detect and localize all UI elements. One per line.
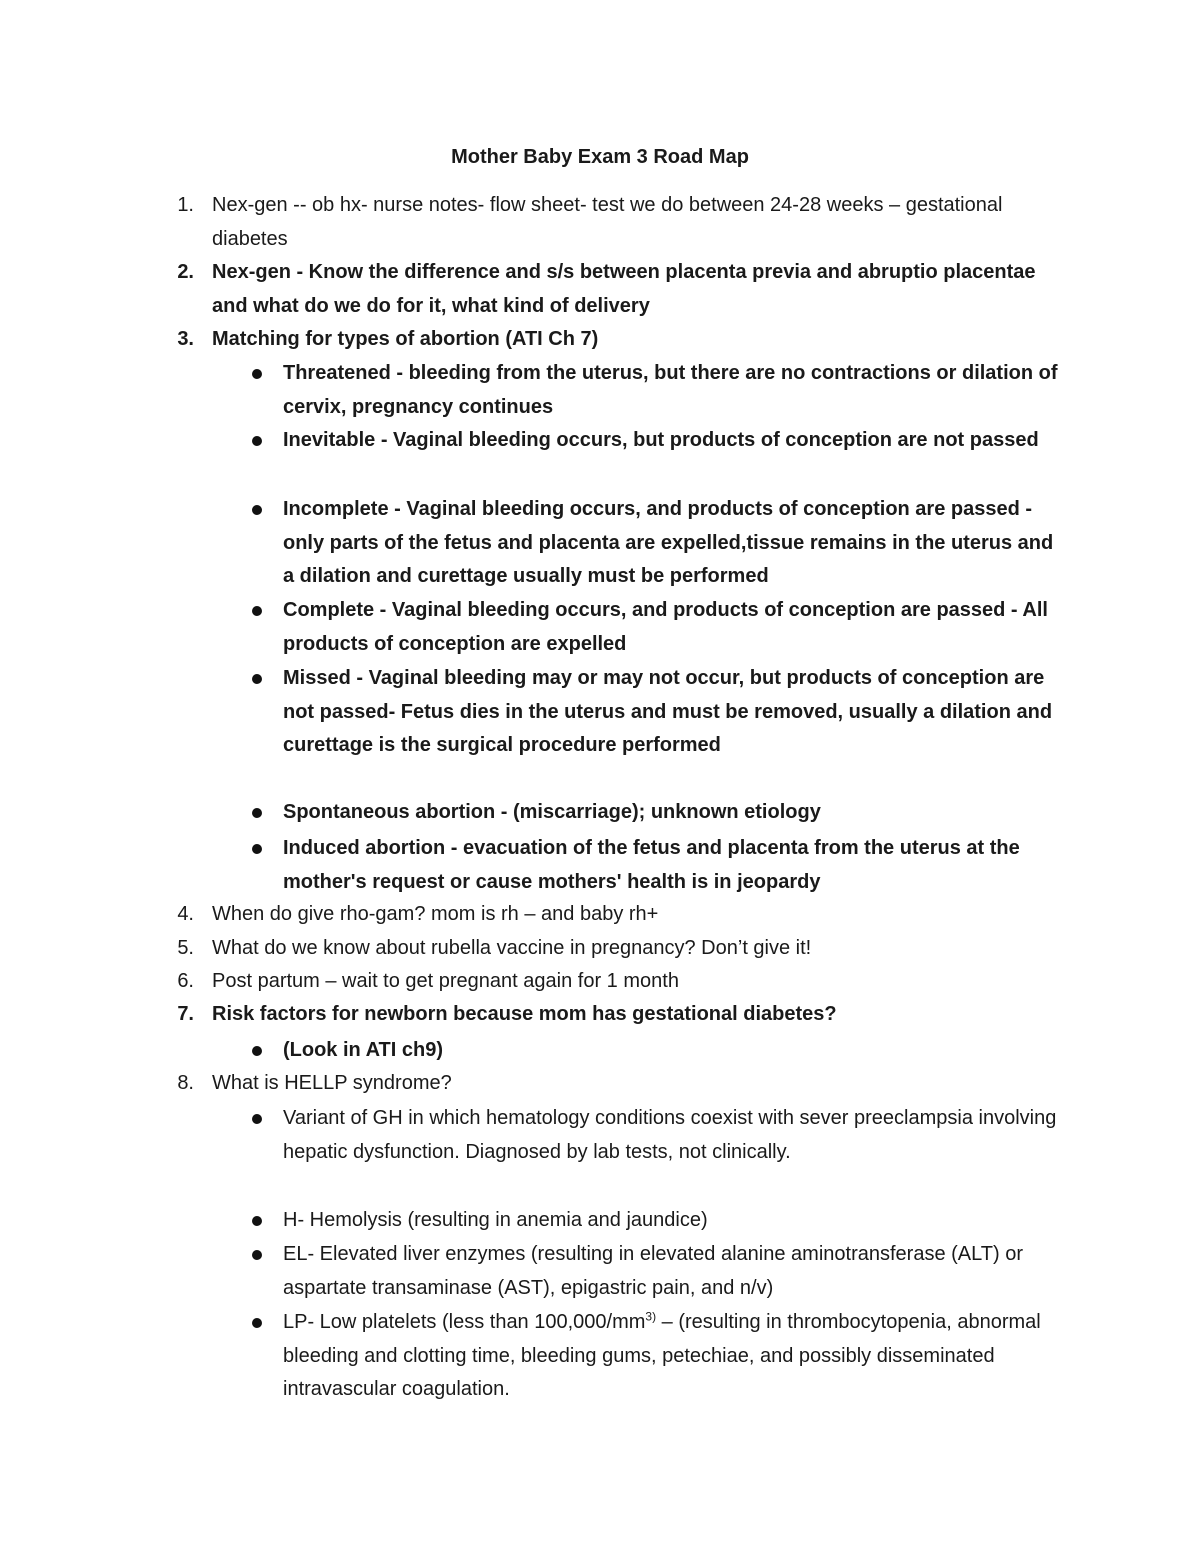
bullet-icon xyxy=(252,436,262,446)
platelets-superscript: 3) xyxy=(645,1309,657,1324)
item-number: 2. xyxy=(177,261,194,283)
item-text: Post partum – wait to get pregnant again for 1 month xyxy=(212,970,679,992)
bullet-text: Spontaneous abortion - (miscarriage); unknown etiology xyxy=(283,801,821,823)
item-text: Nex-gen -- ob hx- nurse notes- flow sheet- test we do between 24-28 weeks – gestational diabetes xyxy=(212,194,1003,250)
item-text: Risk factors for newborn because mom has gestational diabetes? xyxy=(212,1003,837,1025)
bullet-icon xyxy=(252,674,262,684)
item-number: 7. xyxy=(177,1003,194,1025)
bullet-text: Complete - Vaginal bleeding occurs, and products of conception are passed - All products of conception are expelled xyxy=(283,599,1048,655)
item-text: What is HELLP syndrome? xyxy=(212,1072,452,1094)
item-text: Matching for types of abortion (ATI Ch 7) xyxy=(212,328,599,350)
platelets-text-start: LP- Low platelets (less than 100,000/mm xyxy=(283,1311,646,1333)
item-number: 5. xyxy=(177,937,194,959)
bullet-icon xyxy=(252,808,262,818)
bullet-icon xyxy=(252,1250,262,1260)
item-text: Nex-gen - Know the difference and s/s between placenta previa and abruptio placentae and what do we do for it, what kind of delivery xyxy=(212,261,1036,317)
bullet-icon xyxy=(252,505,262,515)
item-text: When do give rho-gam? mom is rh – and baby rh+ xyxy=(212,903,659,925)
platelets-text-end: – (resulting in thrombocytopenia, abnormal bleeding and clotting time, bleeding gums, petechiae, and possibly disseminated intravascular coagulation. xyxy=(283,1311,1041,1400)
bullet-icon xyxy=(252,1114,262,1124)
item-text: What do we know about rubella vaccine in pregnancy? Don’t give it! xyxy=(212,937,812,959)
item-number: 8. xyxy=(177,1072,194,1094)
bullet-icon xyxy=(252,1046,262,1056)
bullet-text: EL- Elevated liver enzymes (resulting in elevated alanine aminotransferase (ALT) or aspartate transaminase (AST), epigastric pain, and n/v) xyxy=(283,1243,1023,1299)
bullet-text: Induced abortion - evacuation of the fetus and placenta from the uterus at the mother's request or cause mothers' health is in jeopardy xyxy=(283,837,1020,893)
bullet-icon xyxy=(252,844,262,854)
bullet-icon xyxy=(252,1216,262,1226)
bullet-text: H- Hemolysis (resulting in anemia and jaundice) xyxy=(283,1209,708,1231)
bullet-text: Missed - Vaginal bleeding may or may not occur, but products of conception are not passed- Fetus dies in the uterus and must be removed, usually a dilation and curettage is the surgical procedure performed xyxy=(283,667,1053,756)
item-number: 4. xyxy=(177,903,194,925)
item-number: 1. xyxy=(177,194,194,216)
bullet-text: Inevitable - Vaginal bleeding occurs, but products of conception are not passed xyxy=(283,429,1039,451)
bullet-text: (Look in ATI ch9) xyxy=(283,1039,443,1061)
bullet-text xyxy=(283,1306,1063,1407)
bullet-icon xyxy=(252,606,262,616)
page-title: Mother Baby Exam 3 Road Map xyxy=(451,146,749,168)
bullet-icon xyxy=(252,1318,262,1328)
bullet-text: Incomplete - Vaginal bleeding occurs, and products of conception are passed - only parts of the fetus and placenta are expelled,tissue remains in the uterus and a dilation and curettage usually must be performed xyxy=(283,498,1054,587)
bullet-text: Variant of GH in which hematology conditions coexist with sever preeclampsia involving hepatic dysfunction. Diagnosed by lab tests, not clinically. xyxy=(283,1107,1057,1163)
bullet-text: Threatened - bleeding from the uterus, but there are no contractions or dilation of cervix, pregnancy continues xyxy=(283,362,1058,418)
item-number: 3. xyxy=(177,328,194,350)
bullet-icon xyxy=(252,369,262,379)
item-number: 6. xyxy=(177,970,194,992)
